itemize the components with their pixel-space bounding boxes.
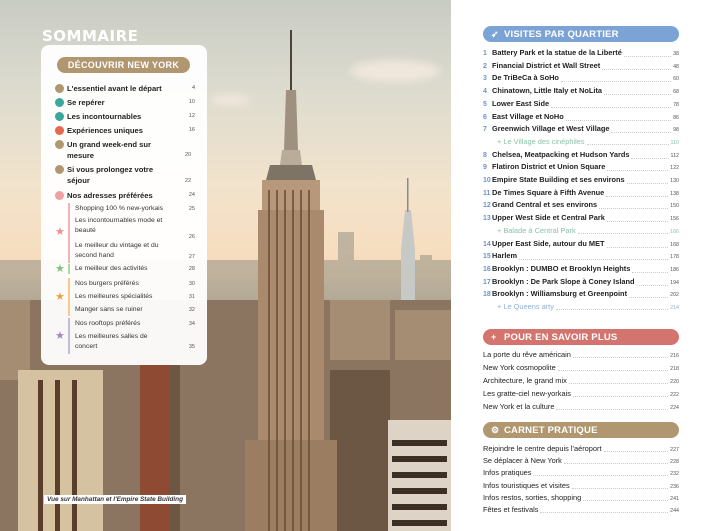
row-label: Empire State Building et ses environs <box>492 175 625 184</box>
row-label: Greenwich Village et West Village <box>492 124 610 134</box>
dot-leader <box>631 158 669 159</box>
row-label: De TriBeCa à SoHo <box>492 73 559 83</box>
chapter-number: 13 <box>483 215 491 223</box>
page-number: 35 <box>188 344 195 350</box>
toc-row[interactable] <box>483 376 679 386</box>
row-label: New York et la culture <box>483 402 555 411</box>
chapter-number: 17 <box>483 278 491 286</box>
page-number: 22 <box>185 178 192 184</box>
toc-subitem[interactable]: Nos burgers préférés 30 <box>75 280 195 287</box>
dot-leader <box>607 247 668 248</box>
dot-leader <box>606 196 668 197</box>
row-label: Se déplacer à New York <box>483 456 562 466</box>
row-label: Infos touristiques et visites <box>483 480 570 490</box>
cloud <box>350 60 440 82</box>
page-number: 112 <box>670 152 679 159</box>
row-label: Flatiron District et Union Square <box>492 162 606 172</box>
star-icon: ★ <box>55 226 65 238</box>
toc-row[interactable] <box>483 264 679 275</box>
page-number: 26 <box>188 234 195 240</box>
page-number: 78 <box>673 101 679 108</box>
dot-leader <box>599 208 668 209</box>
page-number: 122 <box>670 165 679 172</box>
toc-row[interactable] <box>483 112 679 123</box>
toc-row[interactable] <box>483 213 679 224</box>
toc-subgroup-shopping <box>55 203 195 263</box>
toc-card-decouvrir <box>41 45 207 365</box>
chapter-number: 10 <box>483 177 491 184</box>
toc-row[interactable] <box>483 444 679 454</box>
page-number: 216 <box>670 353 679 359</box>
toc-item[interactable]: L'essentiel avant le départ 4 <box>55 83 195 94</box>
page-number: 86 <box>673 114 679 121</box>
chapter-number: 18 <box>483 291 491 299</box>
toc-subitem[interactable] <box>483 226 679 236</box>
dot-leader <box>578 233 668 234</box>
section-header-decouvrir: DÉCOUVRIR NEW YORK <box>57 57 190 73</box>
row-label: Brooklyn : De Park Slope à Coney Island <box>492 276 635 286</box>
toc-row[interactable] <box>483 99 679 110</box>
section-header-visites: ➶ VISITES PAR QUARTIER <box>483 26 679 42</box>
toc-row[interactable] <box>483 162 679 173</box>
page-number: 241 <box>670 495 679 502</box>
right-page-toc <box>451 0 720 531</box>
toc-subitem[interactable]: Nos rooftops préférés 34 <box>75 320 195 327</box>
chapter-number: 16 <box>483 265 491 273</box>
row-label: Lower East Side <box>492 98 550 108</box>
page-number: 156 <box>670 216 679 223</box>
page-number: 194 <box>670 279 679 286</box>
toc-row[interactable] <box>483 86 679 97</box>
page-number: 166 <box>670 228 679 235</box>
chapter-number: 1 <box>483 50 487 57</box>
row-label: Upper East Side, autour du MET <box>492 238 605 248</box>
plus-icon: + <box>491 332 497 342</box>
page-number: 224 <box>670 405 679 411</box>
chapter-number: 11 <box>483 189 491 197</box>
page-number: 178 <box>670 254 679 261</box>
group-bar <box>68 203 70 263</box>
section-header-carnet: ⚙ CARNET PRATIQUE <box>483 422 679 438</box>
chapter-number: 5 <box>483 100 487 108</box>
page-number: 232 <box>670 471 679 478</box>
page-number: 20 <box>185 152 192 158</box>
toc-row[interactable] <box>483 239 679 250</box>
toc-subitem[interactable]: Shopping 100 % new-yorkais 25 <box>75 205 195 212</box>
toc-row[interactable] <box>483 73 679 84</box>
row-label: + Balade à Central Park <box>497 225 576 235</box>
dot-leader <box>604 451 668 452</box>
dot-leader <box>629 297 668 298</box>
page-number: 27 <box>188 254 195 260</box>
group-bar <box>68 278 70 316</box>
dot-leader <box>637 285 668 286</box>
row-label: Infos restos, sorties, shopping <box>483 492 582 502</box>
toc-item[interactable]: Les incontournables 12 <box>55 111 195 122</box>
dot-leader <box>587 144 669 145</box>
toc-row[interactable] <box>483 251 679 262</box>
toc-row[interactable] <box>483 402 679 412</box>
dot-leader <box>607 170 668 171</box>
row-label: Chinatown, Little Italy et NoLita <box>492 86 603 96</box>
page-number: 68 <box>673 89 679 96</box>
dot-leader <box>558 370 668 371</box>
page-number: 222 <box>670 392 679 398</box>
dot-leader <box>572 488 668 489</box>
toc-row[interactable] <box>483 389 679 399</box>
row-label: + Le Village des cinéphiles <box>497 136 585 146</box>
row-label: Rejoindre le centre depuis l'aéroport <box>483 444 602 453</box>
star-icon: ★ <box>55 263 65 275</box>
page-number: 214 <box>670 305 679 311</box>
row-label: Brooklyn : Williamsburg et Greenpoint <box>492 289 628 299</box>
row-label: Architecture, le grand mix <box>483 376 567 385</box>
toc-row[interactable] <box>483 48 679 59</box>
page-number: 110 <box>670 139 679 146</box>
toc-subitem[interactable] <box>483 302 679 312</box>
page-title: SOMMAIRE <box>42 27 139 45</box>
page-number: 227 <box>670 447 679 453</box>
page-number: 150 <box>670 203 679 210</box>
page-number: 138 <box>670 190 679 197</box>
chapter-number: 6 <box>483 113 487 121</box>
dot-leader <box>573 396 668 397</box>
page-number: 186 <box>670 266 679 273</box>
dot-leader <box>551 107 671 108</box>
row-label: De Times Square à Fifth Avenue <box>492 187 605 197</box>
row-label: Brooklyn : DUMBO et Brooklyn Heights <box>492 263 631 273</box>
toc-item[interactable]: Nos adresses préférées 24 <box>55 190 195 201</box>
toc-row[interactable] <box>483 188 679 199</box>
row-label: Chelsea, Meatpacking et Hudson Yards <box>492 149 630 159</box>
row-label: Upper West Side et Central Park <box>492 213 605 223</box>
toc-subitem[interactable]: Manger sans se ruiner 32 <box>75 306 195 313</box>
toc-item[interactable]: Si vous prolongez votre séjour <box>55 164 155 186</box>
walking-icon: ➶ <box>491 29 499 39</box>
bullet-icon <box>55 126 64 135</box>
toc-row[interactable] <box>483 468 679 478</box>
star-icon: ★ <box>55 330 65 342</box>
page-number: 60 <box>673 76 679 83</box>
toc-subitem[interactable]: Le meilleur du vintage et du second hand <box>75 242 159 259</box>
dot-leader <box>611 132 671 133</box>
row-label: Battery Park et la statue de la Liberté <box>492 48 622 57</box>
toc-row[interactable] <box>483 150 679 161</box>
bullet-icon <box>55 84 64 93</box>
dot-leader <box>569 383 668 384</box>
row-label: Fêtes et festivals <box>483 505 539 514</box>
group-bar <box>68 318 70 354</box>
row-label: New York cosmopolite <box>483 363 556 372</box>
bullet-icon <box>55 98 64 107</box>
page-number: 218 <box>670 366 679 372</box>
row-label: + Le Queens arty <box>497 302 554 311</box>
dot-leader <box>573 357 668 358</box>
dot-leader <box>556 409 668 410</box>
bullet-icon <box>55 140 64 149</box>
page-number: 98 <box>673 127 679 134</box>
toc-subgroup-activites <box>55 263 195 275</box>
bullet-icon <box>55 191 64 200</box>
dot-leader <box>533 475 668 476</box>
page-number: 228 <box>670 459 679 466</box>
dot-leader <box>519 259 668 260</box>
page-number: 202 <box>670 292 679 299</box>
toc-item[interactable]: Un grand week-end sur mesure <box>55 139 155 161</box>
toc-row[interactable] <box>483 277 679 288</box>
toc-row[interactable] <box>483 505 679 515</box>
chapter-number: 14 <box>483 240 491 248</box>
row-label: Infos pratiques <box>483 468 532 478</box>
toc-row[interactable] <box>483 350 679 360</box>
page-number: 244 <box>670 508 679 514</box>
dot-leader <box>627 183 668 184</box>
page-number: 48 <box>673 63 679 70</box>
row-label: Harlem <box>492 251 518 261</box>
dot-leader <box>540 512 668 513</box>
toc-subitem[interactable]: Les meilleures salles de concert <box>75 333 148 350</box>
dot-leader <box>564 463 668 464</box>
row-label: Grand Central et ses environs <box>492 200 598 210</box>
chapter-number: 7 <box>483 126 487 134</box>
dot-leader <box>632 272 668 273</box>
dot-leader <box>561 81 671 82</box>
toc-row[interactable] <box>483 61 679 72</box>
chapter-number: 9 <box>483 164 487 172</box>
page-number: 38 <box>673 51 679 57</box>
toc-subgroup-food <box>55 278 195 316</box>
dot-leader <box>556 309 668 310</box>
toc-subitem[interactable]: Le meilleur des activités 28 <box>75 265 195 272</box>
dot-leader <box>604 94 671 95</box>
row-label: Financial District et Wall Street <box>492 60 601 70</box>
section-header-savoir: + POUR EN SAVOIR PLUS <box>483 329 679 345</box>
photo-caption: Vue sur Manhattan et l'Empire State Building <box>44 495 186 504</box>
toc-row[interactable] <box>483 493 679 503</box>
chapter-number: 4 <box>483 88 487 96</box>
chapter-number: 15 <box>483 253 491 261</box>
toc-item[interactable]: Se repérer 10 <box>55 97 195 108</box>
bullet-icon <box>55 112 64 121</box>
toc-row[interactable] <box>483 481 679 491</box>
toc-subgroup-sorties <box>55 318 195 354</box>
chapter-number: 2 <box>483 62 487 70</box>
row-label: La porte du rêve américain <box>483 350 571 359</box>
toc-subitem[interactable] <box>483 137 679 147</box>
toc-subitem[interactable]: Les meilleures spécialités 31 <box>75 293 195 300</box>
chapter-number: 12 <box>483 202 491 210</box>
toc-row[interactable] <box>483 175 679 186</box>
page-number: 236 <box>670 483 679 490</box>
chapter-number: 8 <box>483 151 487 159</box>
toc-row[interactable] <box>483 200 679 211</box>
page-number: 220 <box>670 379 679 385</box>
gear-icon: ⚙ <box>491 425 500 435</box>
toc-item[interactable]: Expériences uniques 16 <box>55 125 195 136</box>
toc-subitem[interactable]: Les incontournables mode et beauté <box>75 217 163 234</box>
bullet-icon <box>55 165 64 174</box>
row-label: Les gratte-ciel new-yorkais <box>483 389 571 398</box>
row-label: East Village et NoHo <box>492 111 564 121</box>
star-icon: ★ <box>55 291 65 303</box>
dot-leader <box>607 221 668 222</box>
toc-row[interactable] <box>483 124 679 135</box>
page-number: 130 <box>670 178 679 184</box>
toc-row[interactable] <box>483 456 679 466</box>
toc-row[interactable] <box>483 363 679 373</box>
cloud <box>210 95 250 105</box>
dot-leader <box>566 120 671 121</box>
dot-leader <box>602 69 671 70</box>
dot-leader <box>583 500 668 501</box>
dot-leader <box>624 56 671 57</box>
page-number: 168 <box>670 241 679 248</box>
chapter-number: 3 <box>483 75 487 83</box>
group-bar <box>68 264 70 274</box>
toc-row[interactable] <box>483 289 679 300</box>
